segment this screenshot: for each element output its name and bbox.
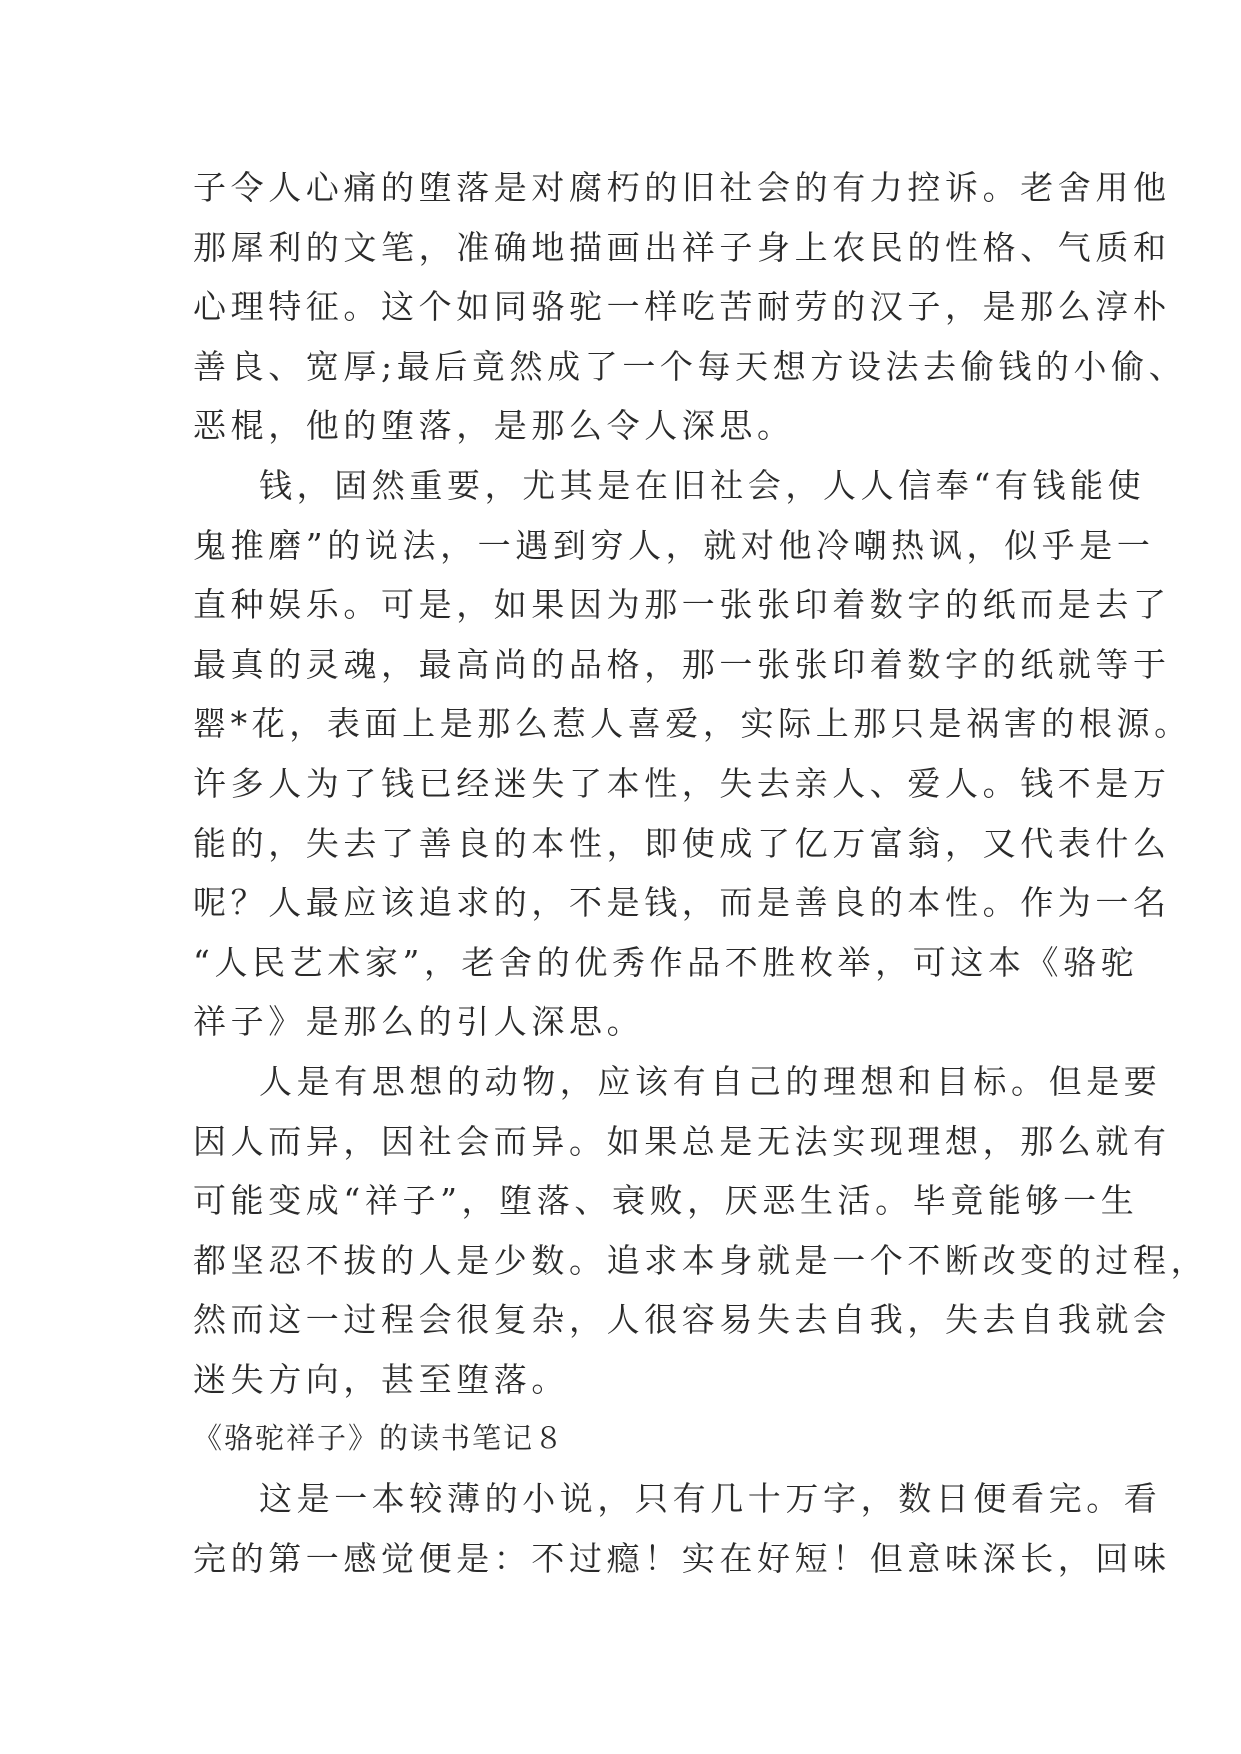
text-line: 完的第一感觉便是：不过瘾！实在好短！但意味深长，回味	[193, 1538, 1171, 1578]
text-line: 子令人心痛的堕落是对腐朽的旧社会的有力控诉。老舍用他	[193, 168, 1171, 207]
text-line: 能的，失去了善良的本性，即使成了亿万富翁，又代表什么	[193, 823, 1171, 863]
text-line: 鬼推磨”的说法，一遇到穷人，就对他冷嘲热讽，似乎是一	[193, 525, 1155, 565]
text-line: 可能变成“祥子”，堕落、衰败，厌恶生活。毕竟能够一生	[193, 1181, 1139, 1221]
text-line: 都坚忍不拔的人是少数。追求本身就是一个不断改变的过程，	[193, 1240, 1209, 1280]
text-line: “人民艺术家”，老舍的优秀作品不胜枚举，可这本《骆驼	[193, 942, 1139, 982]
text-line: 善良、宽厚;最后竟然成了一个每天想方设法去偷钱的小偷、	[193, 346, 1187, 386]
text-line: 钱，固然重要，尤其是在旧社会，人人信奉“有钱能使	[259, 465, 1146, 505]
text-line: 然而这一过程会很复杂，人很容易失去自我，失去自我就会	[193, 1300, 1171, 1340]
text-line: 最真的灵魂，最高尚的品格，那一张张印着数字的纸就等于	[193, 644, 1171, 684]
text-line: 那犀利的文笔，准确地描画出祥子身上农民的性格、气质和	[193, 227, 1171, 267]
paragraph-1	[193, 158, 1187, 456]
text-line: 罂*花，表面上是那么惹人喜爱，实际上那只是祸害的根源。	[193, 704, 1192, 744]
text-line: 恶棍，他的堕落，是那么令人深思。	[193, 406, 795, 446]
text-line: 许多人为了钱已经迷失了本性，失去亲人、爱人。钱不是万	[193, 763, 1171, 803]
section-heading: 《骆驼祥子》的读书笔记８	[193, 1421, 566, 1456]
text-line: 这是一本较薄的小说，只有几十万字，数日便看完。看	[259, 1479, 1162, 1519]
text-line: 祥子》是那么的引人深思。	[193, 1002, 645, 1042]
text-line: 呢？人最应该追求的，不是钱，而是善良的本性。作为一名	[193, 883, 1171, 923]
paragraph-3	[193, 1052, 1209, 1410]
text-line: 心理特征。这个如同骆驼一样吃苦耐劳的汉子，是那么淳朴	[193, 287, 1171, 327]
text-line: 迷失方向，甚至堕落。	[193, 1359, 569, 1399]
paragraph-2	[193, 456, 1192, 1052]
paragraph-4	[193, 1469, 1171, 1588]
document-page	[193, 158, 1209, 1588]
text-line: 直种娱乐。可是，如果因为那一张张印着数字的纸而是去了	[193, 585, 1171, 625]
text-line: 因人而异，因社会而异。如果总是无法实现理想，那么就有	[193, 1121, 1171, 1161]
text-line: 人是有思想的动物，应该有自己的理想和目标。但是要	[259, 1061, 1162, 1101]
